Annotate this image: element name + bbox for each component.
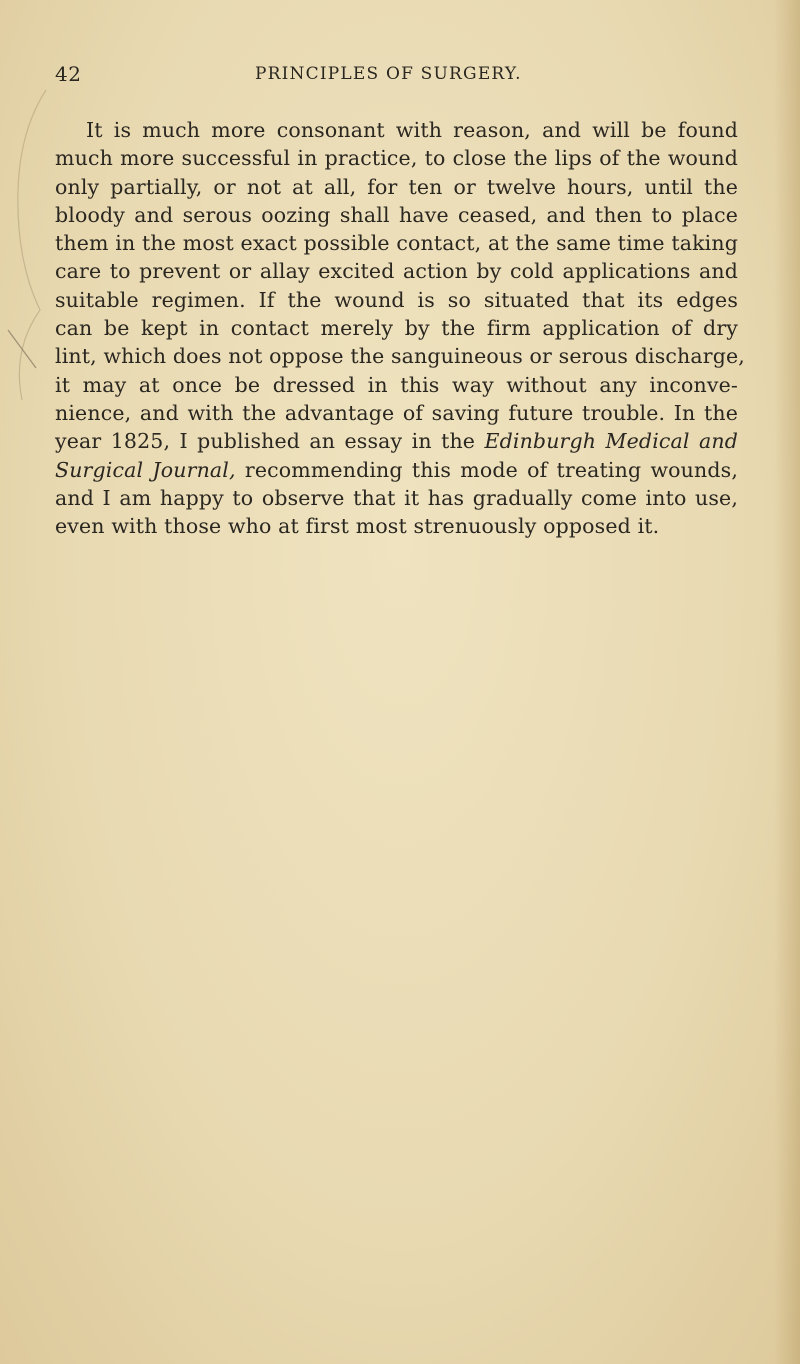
- text-line: even with those who at first most strenuously opposed it.: [55, 514, 660, 539]
- text-line: suitable regimen. If the wound is so situated that its edges: [55, 287, 738, 312]
- line-text: year 1825, I published an essay in the: [55, 429, 485, 454]
- journal-title-part2: Surgical Journal,: [55, 457, 236, 482]
- text-line: much more successful in practice, to close the lips of the wound: [55, 146, 738, 171]
- text-line: it may at once be dressed in this way without any inconve-: [55, 372, 738, 397]
- running-head: [55, 62, 735, 86]
- text-line: bloody and serous oozing shall have ceased, and then to place: [55, 202, 738, 227]
- text-line: can be kept in contact merely by the firm application of dry: [55, 316, 738, 341]
- text-line: and I am happy to observe that it has gradually come into use,: [55, 485, 738, 510]
- body-paragraph: [55, 116, 745, 540]
- line-text: recommending this mode of treating wounds,: [235, 457, 738, 482]
- running-title: PRINCIPLES OF SURGERY.: [255, 64, 522, 84]
- page-edge-shadow: [774, 0, 800, 1364]
- journal-title-part1: Edinburgh Medical and: [484, 429, 738, 454]
- text-line: nience, and with the advantage of saving future trouble. In the: [55, 400, 738, 425]
- text-line: lint, which does not oppose the sanguineous or serous discharge,: [55, 344, 745, 369]
- text-line: only partially, or not at all, for ten or twelve hours, until the: [55, 174, 738, 199]
- text-line: [55, 427, 738, 455]
- text-line: them in the most exact possible contact, at the same time taking: [55, 231, 738, 256]
- page-number: 42: [55, 62, 82, 86]
- text-line: care to prevent or allay excited action by cold applications and: [55, 259, 738, 284]
- text-line: It is much more consonant with reason, and will be found: [86, 118, 738, 142]
- text-line: [55, 456, 738, 484]
- margin-pencil-mark: [0, 60, 60, 420]
